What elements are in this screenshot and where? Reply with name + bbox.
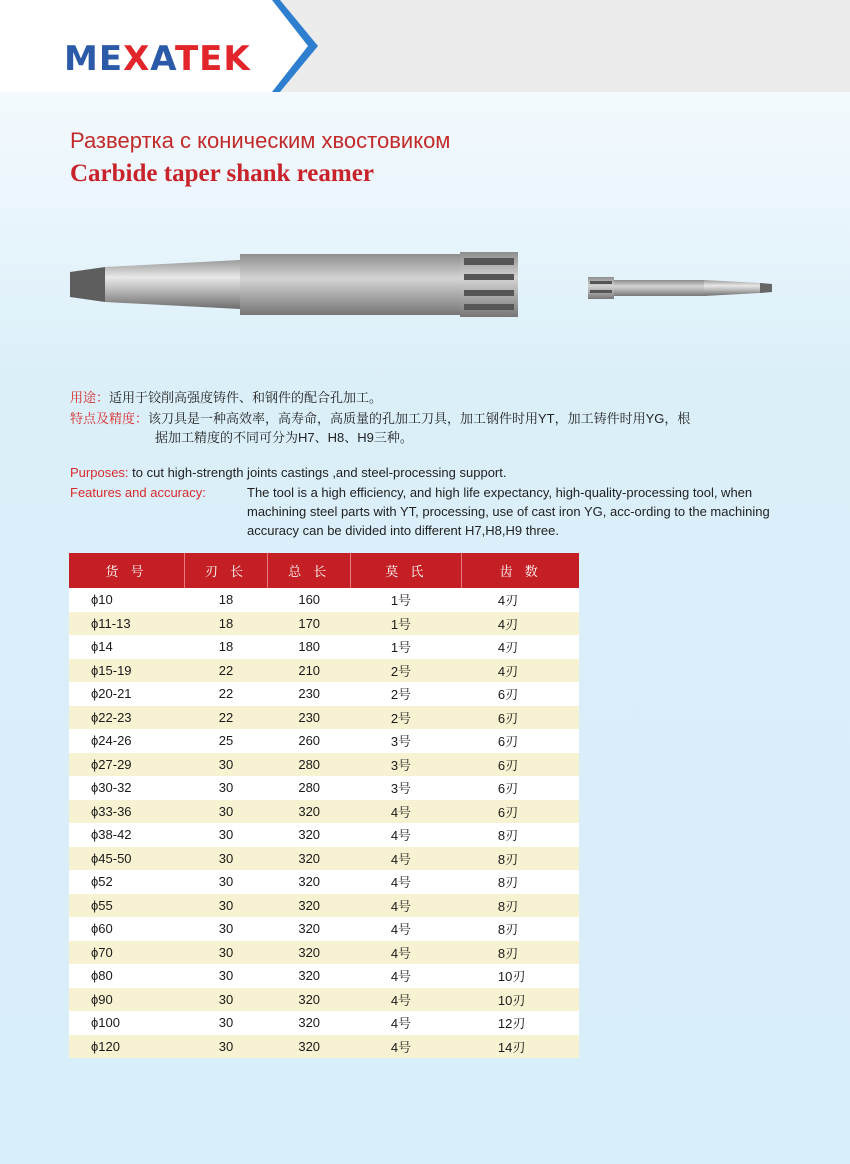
cell-model: ϕ22-23	[69, 706, 184, 730]
cell-flute-length: 30	[184, 800, 267, 824]
table-row	[69, 776, 579, 800]
cell-flute-length: 18	[184, 588, 267, 612]
cell-morse: 4号	[351, 917, 462, 941]
cell-flute-length: 30	[184, 1011, 267, 1035]
cell-flute-length: 30	[184, 870, 267, 894]
cn-features: 特点及精度：该刀具是一种高效率，高寿命，高质量的孔加工刀具，加工钢件时用YT，加工铸件时用YG，根 据加工精度的不同可分为H7、H8、H9三种。	[70, 411, 691, 445]
cell-total-length: 320	[268, 941, 351, 965]
cell-morse: 4号	[351, 964, 462, 988]
table-row	[69, 870, 579, 894]
cell-morse: 4号	[351, 941, 462, 965]
cell-model: ϕ100	[69, 1011, 184, 1035]
cell-morse: 2号	[351, 659, 462, 683]
table-row	[69, 682, 579, 706]
cell-flute-length: 30	[184, 753, 267, 777]
cell-flute-length: 30	[184, 941, 267, 965]
table-row	[69, 753, 579, 777]
col-header-model: 货 号	[69, 553, 184, 588]
cell-teeth: 6刃	[462, 682, 579, 706]
cell-teeth: 8刃	[462, 894, 579, 918]
title-english: Carbide taper shank reamer	[70, 160, 374, 187]
table-row	[69, 706, 579, 730]
table-row	[69, 1011, 579, 1035]
cell-total-length: 320	[268, 847, 351, 871]
col-header-teeth: 齿 数	[462, 553, 579, 588]
table-header-row	[69, 553, 579, 588]
cell-teeth: 8刃	[462, 823, 579, 847]
cell-teeth: 14刃	[462, 1035, 579, 1059]
table-row	[69, 823, 579, 847]
cell-total-length: 230	[268, 706, 351, 730]
cell-flute-length: 18	[184, 612, 267, 636]
col-header-flute-length: 刃 长	[184, 553, 267, 588]
cn-purpose: 用途：适用于铰削高强度铸件、和钢件的配合孔加工。	[70, 390, 383, 405]
cell-model: ϕ20-21	[69, 682, 184, 706]
cell-teeth: 10刃	[462, 988, 579, 1012]
table-row	[69, 659, 579, 683]
cell-flute-length: 25	[184, 729, 267, 753]
cell-teeth: 6刃	[462, 776, 579, 800]
en-purpose: Purposes: to cut high-strength joints castings ,and steel-processing support.	[70, 465, 507, 480]
cell-flute-length: 30	[184, 823, 267, 847]
cell-teeth: 4刃	[462, 612, 579, 636]
cell-morse: 3号	[351, 729, 462, 753]
cell-teeth: 6刃	[462, 706, 579, 730]
cell-total-length: 160	[268, 588, 351, 612]
cell-model: ϕ60	[69, 917, 184, 941]
cell-morse: 4号	[351, 1035, 462, 1059]
cell-total-length: 210	[268, 659, 351, 683]
cell-morse: 1号	[351, 588, 462, 612]
cell-morse: 4号	[351, 847, 462, 871]
reamer-product-image	[60, 240, 780, 330]
cell-total-length: 230	[268, 682, 351, 706]
cell-model: ϕ10	[69, 588, 184, 612]
col-header-total-length: 总 长	[268, 553, 351, 588]
en-features: Features and accuracy: The tool is a high efficiency, and high life expectancy, high-quality-processing tool, when machining steel parts with YT, processing, use of cast iron YG, acc-ording to the machining accuracy can be divided into different H7,H8,H9 three.	[70, 485, 770, 538]
table-row	[69, 941, 579, 965]
cell-teeth: 8刃	[462, 917, 579, 941]
cell-model: ϕ11-13	[69, 612, 184, 636]
table-row	[69, 1035, 579, 1059]
cell-model: ϕ90	[69, 988, 184, 1012]
cell-flute-length: 30	[184, 776, 267, 800]
cell-total-length: 320	[268, 870, 351, 894]
cell-flute-length: 22	[184, 682, 267, 706]
brand-logo: MEXATEK	[64, 39, 251, 79]
table-row	[69, 800, 579, 824]
cell-flute-length: 30	[184, 847, 267, 871]
cell-total-length: 280	[268, 776, 351, 800]
title-russian: Развертка с коническим хвостовиком	[70, 128, 451, 153]
cell-morse: 1号	[351, 635, 462, 659]
cell-teeth: 6刃	[462, 753, 579, 777]
cell-flute-length: 30	[184, 964, 267, 988]
cell-morse: 4号	[351, 870, 462, 894]
cell-morse: 4号	[351, 1011, 462, 1035]
cell-model: ϕ33-36	[69, 800, 184, 824]
cell-teeth: 12刃	[462, 1011, 579, 1035]
table-row	[69, 917, 579, 941]
table-row	[69, 635, 579, 659]
cell-morse: 4号	[351, 823, 462, 847]
cell-flute-length: 22	[184, 706, 267, 730]
cell-model: ϕ27-29	[69, 753, 184, 777]
cell-teeth: 10刃	[462, 964, 579, 988]
cell-model: ϕ14	[69, 635, 184, 659]
cell-morse: 2号	[351, 682, 462, 706]
table-row	[69, 588, 579, 612]
cell-total-length: 170	[268, 612, 351, 636]
cell-teeth: 8刃	[462, 847, 579, 871]
cell-model: ϕ45-50	[69, 847, 184, 871]
cell-total-length: 320	[268, 894, 351, 918]
cell-model: ϕ80	[69, 964, 184, 988]
cell-morse: 4号	[351, 800, 462, 824]
cell-flute-length: 30	[184, 988, 267, 1012]
cell-model: ϕ15-19	[69, 659, 184, 683]
spec-table	[69, 553, 579, 1058]
cell-morse: 1号	[351, 612, 462, 636]
cell-teeth: 4刃	[462, 588, 579, 612]
cell-flute-length: 22	[184, 659, 267, 683]
cell-flute-length: 18	[184, 635, 267, 659]
cell-model: ϕ55	[69, 894, 184, 918]
cell-total-length: 320	[268, 1011, 351, 1035]
table-row	[69, 847, 579, 871]
cell-flute-length: 30	[184, 1035, 267, 1059]
cell-total-length: 320	[268, 800, 351, 824]
cell-model: ϕ38-42	[69, 823, 184, 847]
cell-model: ϕ52	[69, 870, 184, 894]
table-row	[69, 964, 579, 988]
table-row	[69, 612, 579, 636]
cell-teeth: 4刃	[462, 659, 579, 683]
cell-model: ϕ30-32	[69, 776, 184, 800]
cell-teeth: 4刃	[462, 635, 579, 659]
cell-total-length: 280	[268, 753, 351, 777]
cell-flute-length: 30	[184, 917, 267, 941]
cell-flute-length: 30	[184, 894, 267, 918]
cell-total-length: 320	[268, 988, 351, 1012]
cell-model: ϕ70	[69, 941, 184, 965]
cell-total-length: 180	[268, 635, 351, 659]
cell-morse: 3号	[351, 776, 462, 800]
cell-morse: 4号	[351, 988, 462, 1012]
cell-morse: 4号	[351, 894, 462, 918]
cell-morse: 3号	[351, 753, 462, 777]
cell-teeth: 8刃	[462, 870, 579, 894]
cell-teeth: 8刃	[462, 941, 579, 965]
cell-model: ϕ24-26	[69, 729, 184, 753]
cell-total-length: 320	[268, 1035, 351, 1059]
cell-model: ϕ120	[69, 1035, 184, 1059]
table-row	[69, 729, 579, 753]
col-header-morse: 莫 氏	[351, 553, 462, 588]
cell-total-length: 320	[268, 964, 351, 988]
cell-morse: 2号	[351, 706, 462, 730]
cell-total-length: 320	[268, 917, 351, 941]
cell-teeth: 6刃	[462, 800, 579, 824]
table-row	[69, 894, 579, 918]
cell-total-length: 260	[268, 729, 351, 753]
cell-teeth: 6刃	[462, 729, 579, 753]
table-row	[69, 988, 579, 1012]
cell-total-length: 320	[268, 823, 351, 847]
